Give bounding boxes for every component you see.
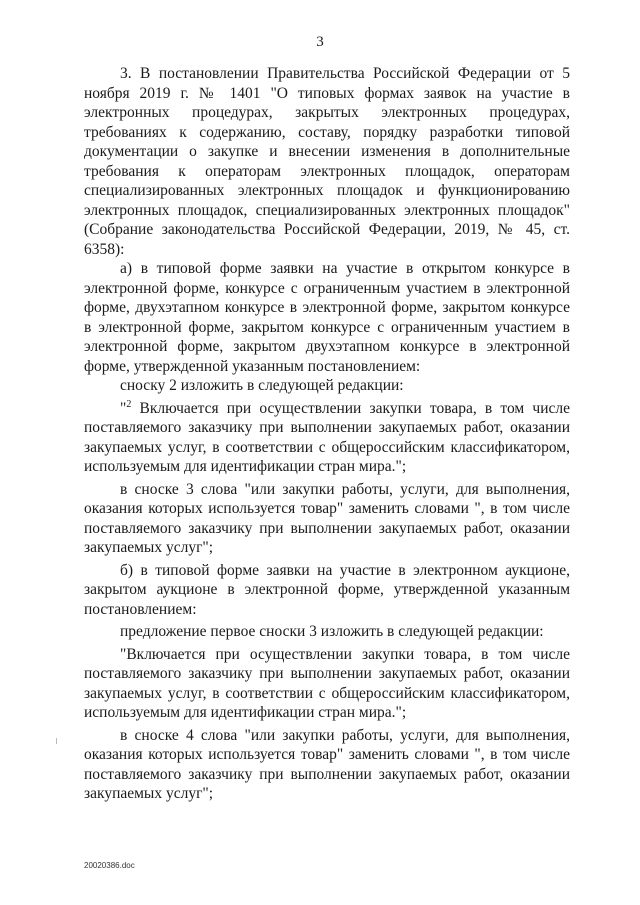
quote-open: " — [120, 399, 127, 417]
paragraph-footnote-2-intro: сноску 2 изложить в следующей редакции: — [120, 377, 404, 394]
paragraph-subitem-a: а) в типовой форме заявки на участие в открытом конкурсе в электронной форме, конкурсе с ограниченным участием в электронной форме, двухэтапном конкурсе в электронной форме, закрытом конкурсе в электронной форме, закрытом конкурсе с ограниченным участием в электронной форме, закрытом двухэтапном конкурсе в электронной форме, утвержденной указанным постановлением: — [84, 260, 570, 375]
paragraph-footnote-2-text — [84, 399, 570, 477]
paragraph-footnote-3-change: в сноске 3 слова "или закупки работы, услуги, для выполнения, оказания которых используется товар" заменить словами ", в том числе поставляемого заказчику при выполнении закупаемых работ, оказании закупаемых услуг"; — [84, 480, 570, 556]
scan-mark — [56, 738, 57, 744]
paragraph-footnote-4-change: в сноске 4 слова "или закупки работы, услуги, для выполнения, оказания которых используется товар" заменить словами ", в том числе поставляемого заказчику при выполнении закупаемых работ, оказании закупаемых услуг"; — [84, 726, 570, 802]
paragraph-footnote-3-text: "Включается при осуществлении закупки товара, в том числе поставляемого заказчику при выполнении закупаемых работ, оказании закупаемых услуг, в соответствии с общероссийским классификатором, используемым для идентификации стран мира."; — [84, 645, 570, 721]
footer-filename: 20020386.doc — [84, 861, 135, 870]
footnote-marker: 2 — [126, 398, 132, 410]
paragraph-footnote-3-intro: предложение первое сноски 3 изложить в следующей редакции: — [120, 623, 544, 640]
footnote-2-body: Включается при осуществлении закупки товара, в том числе поставляемого заказчику при выполнении закупаемых работ, оказании закупаемых услуг, в соответствии с общероссийским классификатором, используемым для идентификации стран мира."; — [84, 399, 570, 475]
document-body — [84, 64, 570, 804]
paragraph-subitem-b: б) в типовой форме заявки на участие в электронном аукционе, закрытом аукционе в электронной форме, утвержденной указанным постановлением: — [84, 561, 570, 618]
page-number: 3 — [316, 34, 324, 50]
paragraph-amendment-3: 3. В постановлении Правительства Российской Федерации от 5 ноября 2019 г. № 1401 "О типовых формах заявок на участие в электронных процедурах, закрытых электронных процедурах, требованиях к содержанию, составу, порядку разработки типовой документации о закупке и внесении изменения в дополнительные требования к операторам электронных площадок, операторам специализированных электронных площадок и функционированию электронных площадок, специализированных электронных площадок" (Собрание законодательства Российской Федерации, 2019, № 45, ст. 6358): — [84, 65, 570, 258]
